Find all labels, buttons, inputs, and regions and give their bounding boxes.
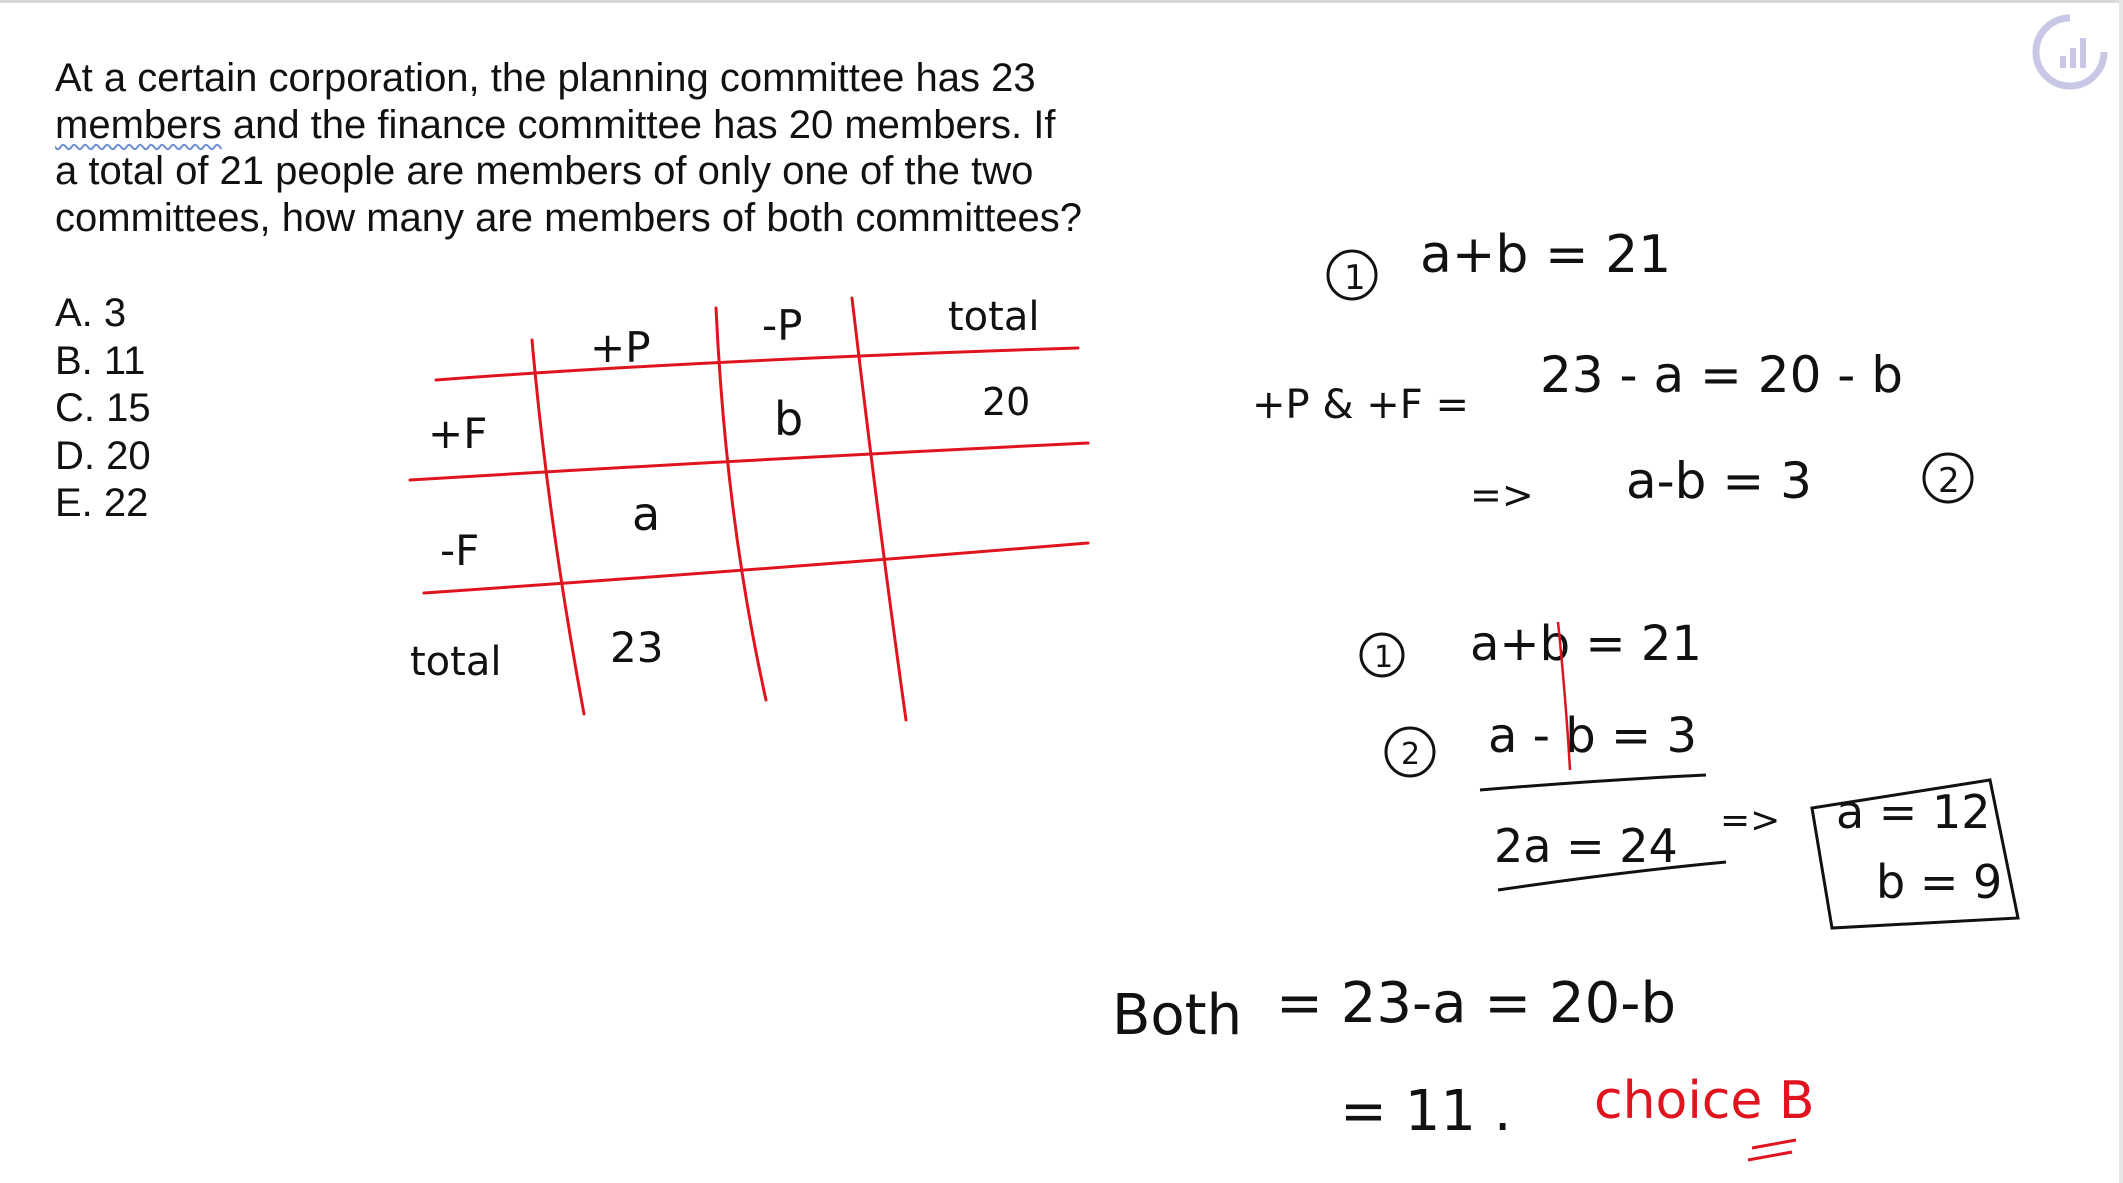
eq1-number: 1: [1344, 258, 1366, 298]
sys1-text: a+b = 21: [1470, 616, 1702, 672]
row-header-plus-f: +F: [428, 409, 488, 458]
row-header-total: total: [410, 639, 502, 685]
eq2-text: a-b = 3: [1626, 452, 1812, 510]
cell-a: a: [632, 487, 661, 541]
grid-line-v1: [532, 340, 584, 714]
grid-line-v2: [716, 308, 766, 700]
eq2-number: 2: [1938, 461, 1960, 501]
sys1-number: 1: [1374, 640, 1394, 675]
choice-c: C. 15: [55, 386, 151, 430]
cell-total-f: 20: [982, 380, 1031, 424]
grid-line-v3: [852, 298, 906, 720]
row-header-minus-f: -F: [440, 526, 480, 575]
table-grid: [410, 298, 1088, 720]
answer-double-underline: [1748, 1140, 1796, 1160]
col-header-plus-p: +P: [590, 323, 651, 372]
implies-arrow-2: =>: [1720, 800, 1781, 841]
choice-e: E. 22: [55, 481, 149, 525]
eq-both-rhs: 23 - a = 20 - b: [1540, 346, 1903, 404]
choice-b: B. 11: [55, 338, 146, 383]
answer-value: = 11 .: [1340, 1079, 1512, 1144]
question-line-3: a total of 21 people are members of only one of the two: [55, 149, 1034, 193]
sys2-text: a - b = 3: [1488, 708, 1697, 764]
grid-line-h2: [410, 443, 1088, 480]
cell-total-p: 23: [610, 623, 664, 672]
eq-both-lhs: +P & +F =: [1252, 382, 1470, 428]
implies-arrow-1: =>: [1470, 473, 1534, 517]
col-header-total: total: [948, 294, 1040, 340]
question-line-2-text: and the finance committee has 20 members. If: [232, 102, 1056, 147]
answer-choice: choice B: [1594, 1071, 1815, 1131]
both-label: Both: [1112, 983, 1243, 1048]
sum-line-top: [1480, 775, 1706, 790]
choice-d: D. 20: [55, 433, 151, 478]
grid-line-h3: [424, 543, 1088, 593]
question-line-4: committees, how many are members of both committees?: [55, 195, 1083, 240]
result-b: b = 9: [1876, 855, 2003, 909]
sum-text: 2a = 24: [1494, 819, 1678, 873]
cell-b: b: [774, 392, 804, 446]
sys2-number: 2: [1401, 737, 1421, 772]
choice-a: A. 3: [55, 291, 127, 335]
question-line-1: At a certain corporation, the planning committee has 23: [55, 56, 1036, 100]
spellcheck-word: members: [55, 102, 222, 147]
col-header-minus-p: -P: [762, 301, 803, 350]
eq1-text: a+b = 21: [1420, 225, 1672, 285]
both-expr: = 23-a = 20-b: [1276, 971, 1677, 1036]
result-a: a = 12: [1836, 785, 1991, 839]
